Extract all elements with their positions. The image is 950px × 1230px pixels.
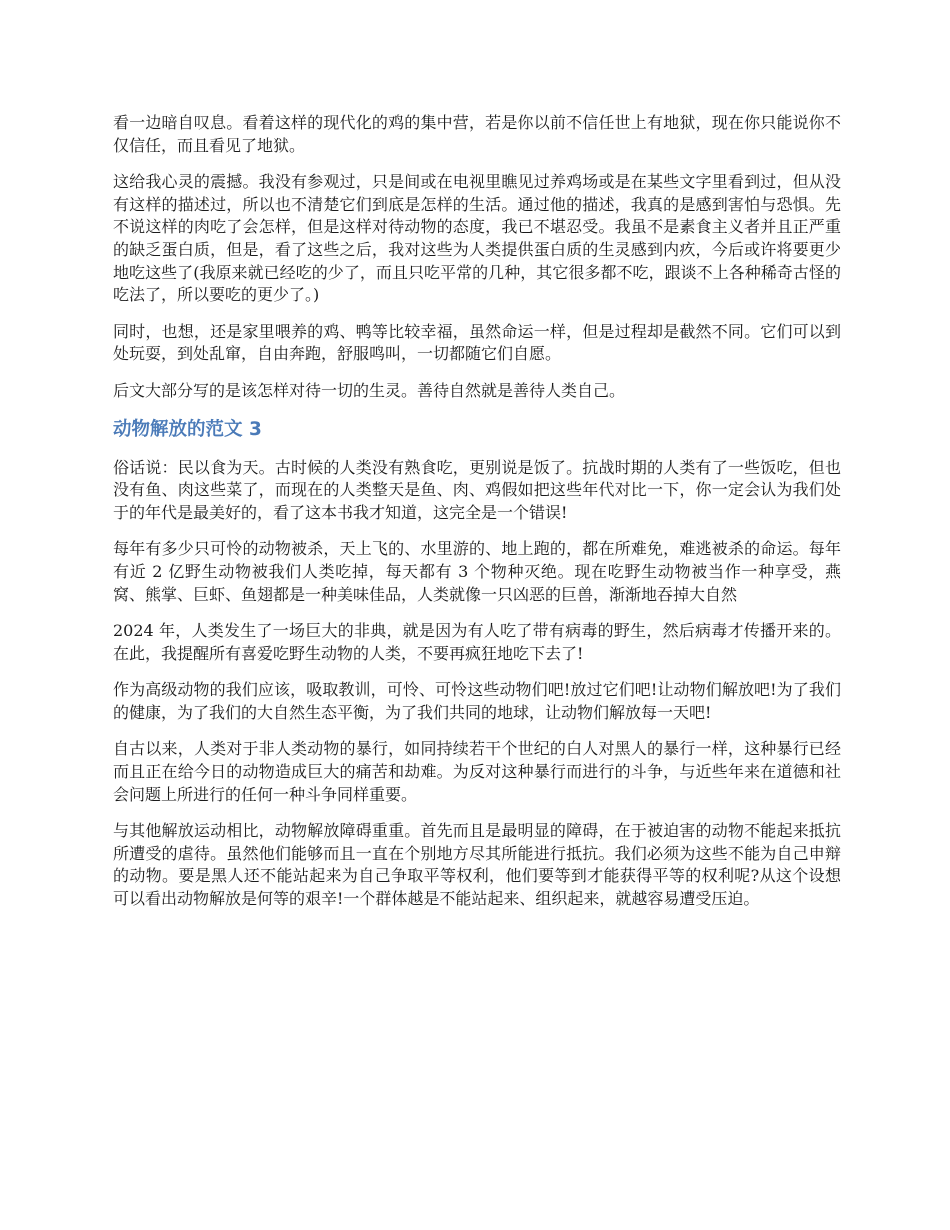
paragraph: 这给我心灵的震撼。我没有参观过，只是间或在电视里瞧见过养鸡场或是在某些文字里看到过，但从没有这样的描述过，所以也不清楚它们到底是怎样的生活。通过他的描述，我真的是感到害怕与恐惧。先不说这样的肉吃了会怎样，但是这样对待动物的态度，我已不堪忍受。我虽不是素食主义者并且正严重的缺乏蛋白质，但是，看了这些之后，我对这些为人类提供蛋白质的生灵感到内疚，今后或许将要更少地吃这些了(我原来就已经吃的少了，而且只吃平常的几种，其它很多都不吃，跟谈不上各种稀奇古怪的吃法了，所以要吃的更少了。) <box>113 172 841 305</box>
section-heading: 动物解放的范文 3 <box>113 418 262 440</box>
paragraph: 看一边暗自叹息。看着这样的现代化的鸡的集中营，若是你以前不信任世上有地狱，现在你只能说你不仅信任，而且看见了地狱。 <box>113 113 841 155</box>
paragraph: 与其他解放运动相比，动物解放障碍重重。首先而且是最明显的障碍，在于被迫害的动物不能起来抵抗所遭受的虐待。虽然他们能够而且一直在个别地方尽其所能进行抵抗。我们必须为这些不能为自己申辩的动物。要是黑人还不能站起来为自己争取平等权利，他们要等到才能获得平等的权利呢?从这个设想可以看出动物解放是何等的艰辛!一个群体越是不能站起来、组织起来，就越容易遭受压迫。 <box>113 821 841 909</box>
paragraph: 后文大部分写的是该怎样对待一切的生灵。善待自然就是善待人类自己。 <box>113 380 626 400</box>
paragraph: 自古以来，人类对于非人类动物的暴行，如同持续若干个世纪的白人对黑人的暴行一样，这种暴行已经而且正在给今日的动物造成巨大的痛苦和劫难。为反对这种暴行而进行的斗争，与近些年来在道德和社会问题上所进行的任何一种斗争同样重要。 <box>113 739 841 804</box>
paragraph: 同时，也想，还是家里喂养的鸡、鸭等比较幸福，虽然命运一样，但是过程却是截然不同。它们可以到处玩耍，到处乱窜，自由奔跑，舒服鸣叫，一切都随它们自愿。 <box>113 321 841 364</box>
paragraph: 作为高级动物的我们应该，吸取教训，可怜、可怜这些动物们吧!放过它们吧!让动物们解放吧!为了我们的健康，为了我们的大自然生态平衡，为了我们共同的地球，让动物们解放每一天吧! <box>113 680 841 722</box>
document-page <box>113 112 841 925</box>
paragraph: 每年有多少只可怜的动物被杀，天上飞的、水里游的、地上跑的，都在所难免，难逃被杀的命运。每年有近 2 亿野生动物被我们人类吃掉，每天都有 3 个物种灭绝。现在吃野生动物被当作一种享受，燕窝、熊掌、巨虾、鱼翅都是一种美味佳品，人类就像一只凶恶的巨兽，渐渐地吞掉大自然 <box>113 539 841 604</box>
paragraph: 2024 年，人类发生了一场巨大的非典，就是因为有人吃了带有病毒的野生，然后病毒才传播开来的。在此，我提醒所有喜爱吃野生动物的人类，不要再疯狂地吃下去了! <box>113 621 841 663</box>
paragraph: 俗话说：民以食为天。古时候的人类没有熟食吃，更别说是饭了。抗战时期的人类有了一些饭吃，但也没有鱼、肉这些菜了，而现在的人类整天是鱼、肉、鸡假如把这些年代对比一下，你一定会认为我们处于的年代是最美好的，看了这本书我才知道，这完全是一个错误! <box>113 457 841 522</box>
